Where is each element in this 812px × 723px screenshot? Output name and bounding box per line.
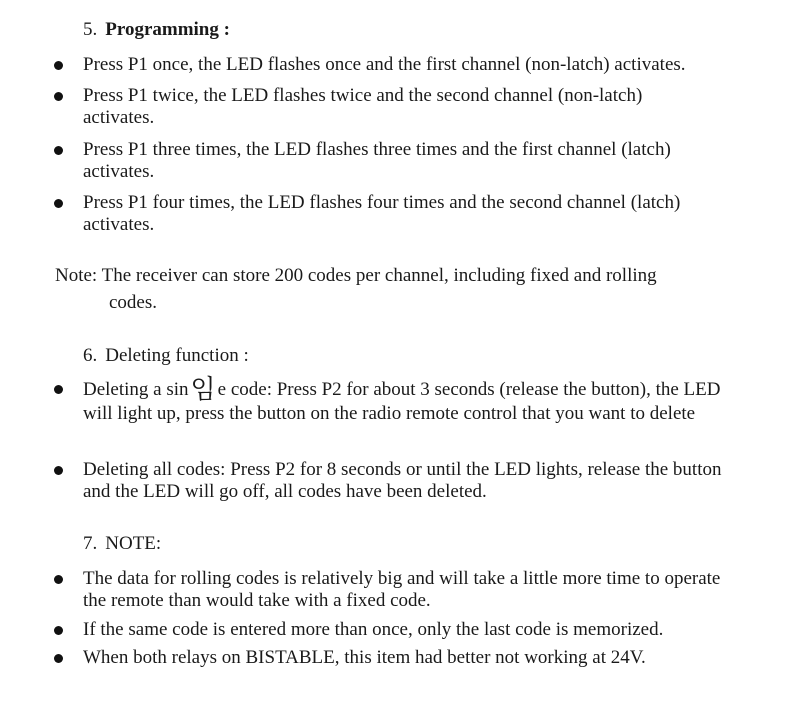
bullet-icon [54,654,63,663]
note-paragraph [55,265,735,314]
note-line-1: Note: The receiver can store 200 codes per channel, including fixed and rolling [55,265,657,286]
note-line-2: codes. [109,292,158,313]
bullet-icon [54,466,63,475]
bullet-icon [54,61,63,70]
stray-glyph: 임 [190,375,216,405]
section-5-heading [83,19,230,41]
list-item-text: The data for rolling codes is relatively big and will take a little more time to operate the remote than would take with a fixed code. [83,568,721,611]
bullet-icon [54,92,63,101]
section-7-heading [83,533,161,555]
list-item-text: Press P1 once, the LED flashes once and the first channel (non-latch) activates. [83,54,686,75]
section-title: Deleting function : [105,345,249,366]
item-text-prefix: Deleting a sin [83,379,189,400]
section-title: Programming : [105,19,230,40]
list-item-text: Press P1 twice, the LED flashes twice and the second channel (non-latch) activates. [83,85,643,128]
bullet-icon [54,199,63,208]
list-item-text: When both relays on BISTABLE, this item had better not working at 24V. [83,647,646,668]
section-number: 6. [83,345,98,366]
bullet-icon [54,575,63,584]
list-item-text [83,375,743,426]
bullet-icon [54,626,63,635]
bullet-icon [54,385,63,394]
section-6-heading [83,345,249,367]
list-item-text: Deleting all codes: Press P2 for 8 seconds or until the LED lights, release the button and the LED will go off, all codes have been deleted. [83,459,722,502]
list-item-text: Press P1 four times, the LED flashes four times and the second channel (latch) activates. [83,192,681,235]
list-item-text: If the same code is entered more than once, only the last code is memorized. [83,619,664,640]
section-number: 5. [83,19,98,40]
section-title: NOTE: [105,533,162,554]
section-number: 7. [83,533,98,554]
bullet-icon [54,146,63,155]
item-text-suffix: e code: Press P2 for about 3 seconds (release the button), the LED will light up, press the button on the radio remote control that you want to delete [83,379,721,424]
list-item-text: Press P1 three times, the LED flashes three times and the first channel (latch) activates. [83,139,671,182]
